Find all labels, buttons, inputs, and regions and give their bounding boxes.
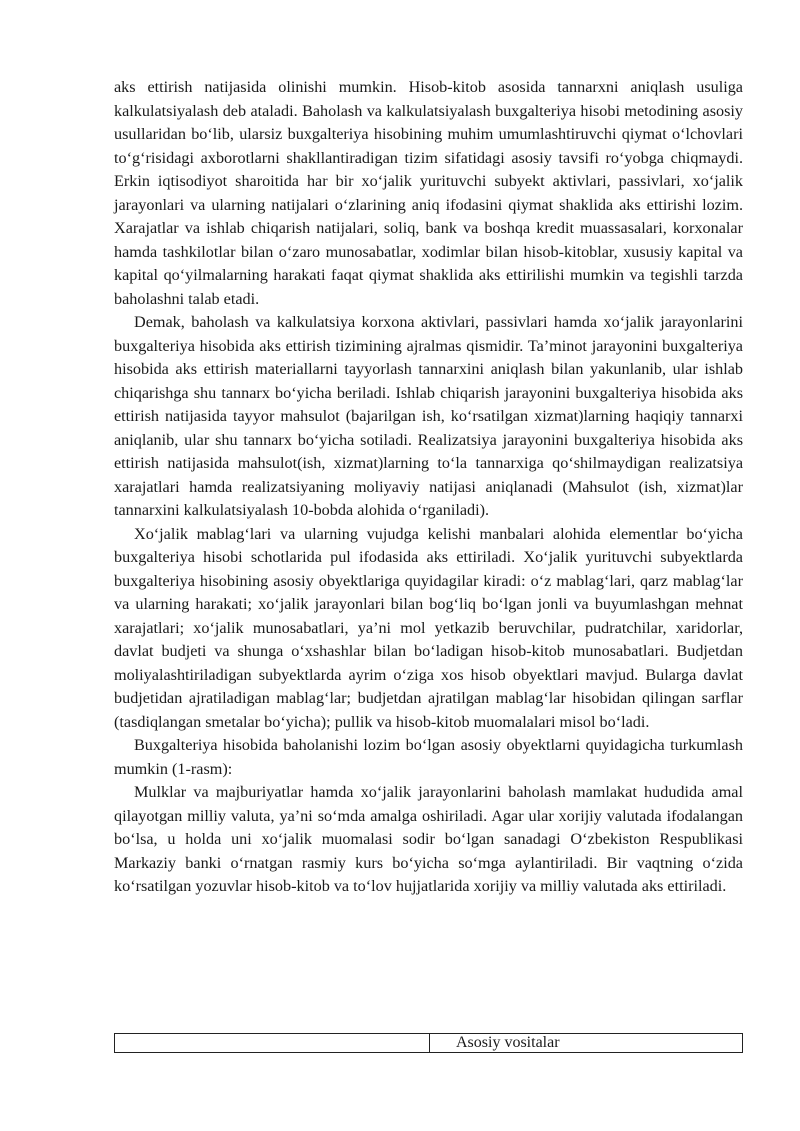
paragraph-2: Demak, baholash va kalkulatsiya korxona aktivlari, passivlari hamda xo‘jalik jarayonlarini buxgalteriya hisobida aks ettirish tizimining ajralmas qismidir. Ta’minot jarayonini buxgalteriya hisobida aks ettirish materiallarni tayyorlash tannarxini aniqlash bilan yakunlanib, ular ishlab chiqarishga shu tannarx bo‘yicha beriladi. Ishlab chiqarish jarayonini buxgalteriya hisobida aks ettirish natijasida tayyor mahsulot (bajarilgan ish, ko‘rsatilgan xizmat)larning haqiqiy tannarxi aniqlanib, ular shu tannarx bo‘yicha sotiladi. Realizatsiya jarayonini buxgalteriya hisobida aks ettirish natijasida mahsulot(ish, xizmat)larning to‘la tannarxiga qo‘shilmaydigan realizatsiya xarajatlari hamda realizatsiyaning moliyaviy natijasi aniqlanadi (Mahsulot (ish, xizmat)lar tannarxini kalkulatsiyalash 10-bobda alohida o‘rganiladi). [114,313,743,519]
table-cell-asosiy-vositalar: Asosiy vositalar [456,1034,560,1051]
paragraph-5: Mulklar va majburiyatlar hamda xo‘jalik jarayonlarini baholash mamlakat hududida amal qilayotgan milliy valuta, ya’ni so‘mda amalga oshiriladi. Agar ular xorijiy valutada ifodalangan bo‘lsa, u holda uni xo‘jalik muomalasi sodir bo‘lgan sanadagi O‘zbekiston Respublikasi Markaziy banki o‘rnatgan rasmiy kurs bo‘yicha so‘mga aylantiriladi. Bir vaqtning o‘zida ko‘rsatilgan yozuvlar hisob-kitob va to‘lov hujjatlarida xorijiy va milliy valutada aks ettiriladi. [114,783,743,895]
table-cell-left [115,1034,430,1052]
document-body [114,76,743,899]
paragraph-3: Xo‘jalik mablag‘lari va ularning vujudga kelishi manbalari alohida elementlar bo‘yicha buxgalteriya hisobi schotlarida pul ifodasida aks ettiriladi. Xo‘jalik yurituvchi subyektlarda buxgalteriya hisobining asosiy obyektlariga quyidagilar kiradi: o‘z mablag‘lari, qarz mablag‘lar va ularning harakati; xo‘jalik jarayonlari bilan bog‘liq bo‘lgan jonli va buyumlashgan mehnat xarajatlari; xo‘jalik munosabatlari, ya’ni mol yetkazib beruvchilar, pudratchilar, xaridorlar, davlat budjeti va shunga o‘xshashlar bilan bo‘ladigan hisob-kitob munosabatlari. Budjetdan moliyalashtiriladigan subyektlarda ayrim o‘ziga xos hisob obyektlari mavjud. Bularga davlat budjetidan ajratiladigan mablag‘lar; budjetdan ajratilgan mablag‘lar hisobidan qilingan sarflar (tasdiqlangan smetalar bo‘yicha); pullik va hisob-kitob muomalalari misol bo‘ladi. [114,524,743,731]
paragraph-1: aks ettirish natijasida olinishi mumkin. Hisob-kitob asosida tannarxni aniqlash usuliga kalkulatsiyalash deb ataladi. Baholash va kalkulatsiyalash buxgalteriya hisobi metodining asosiy usullaridan bo‘lib, ularsiz buxgalteriya hisobining muhim umumlashtiruvchi qiymat o‘lchovlari to‘g‘risidagi axborotlarni shakllantiradigan tizim sifatidagi asosiy tavsifi ro‘yobga chiqmaydi. Erkin iqtisodiyot sharoitida har bir xo‘jalik yurituvchi subyekt aktivlari, passivlari, xo‘jalik jarayonlari va ularning natijalari o‘zlarining aniq ifodasini qiymat shaklida aks ettirishi lozim. Xarajatlar va ishlab chiqarish natijalari, soliq, bank va boshqa kredit muassasalari, korxonalar hamda tashkilotlar bilan o‘zaro munosabatlar, xodimlar bilan hisob-kitoblar, xususiy kapital va kapital qo‘yilmalarning harakati faqat qiymat shaklida aks ettirilishi mumkin va tegishli tarzda baholashni talab etadi. [114,78,743,308]
diagram-table-row [114,1033,743,1053]
paragraph-4: Buxgalteriya hisobida baholanishi lozim bo‘lgan asosiy obyektlarni quyidagicha turkumlash mumkin (1-rasm): [114,736,743,778]
